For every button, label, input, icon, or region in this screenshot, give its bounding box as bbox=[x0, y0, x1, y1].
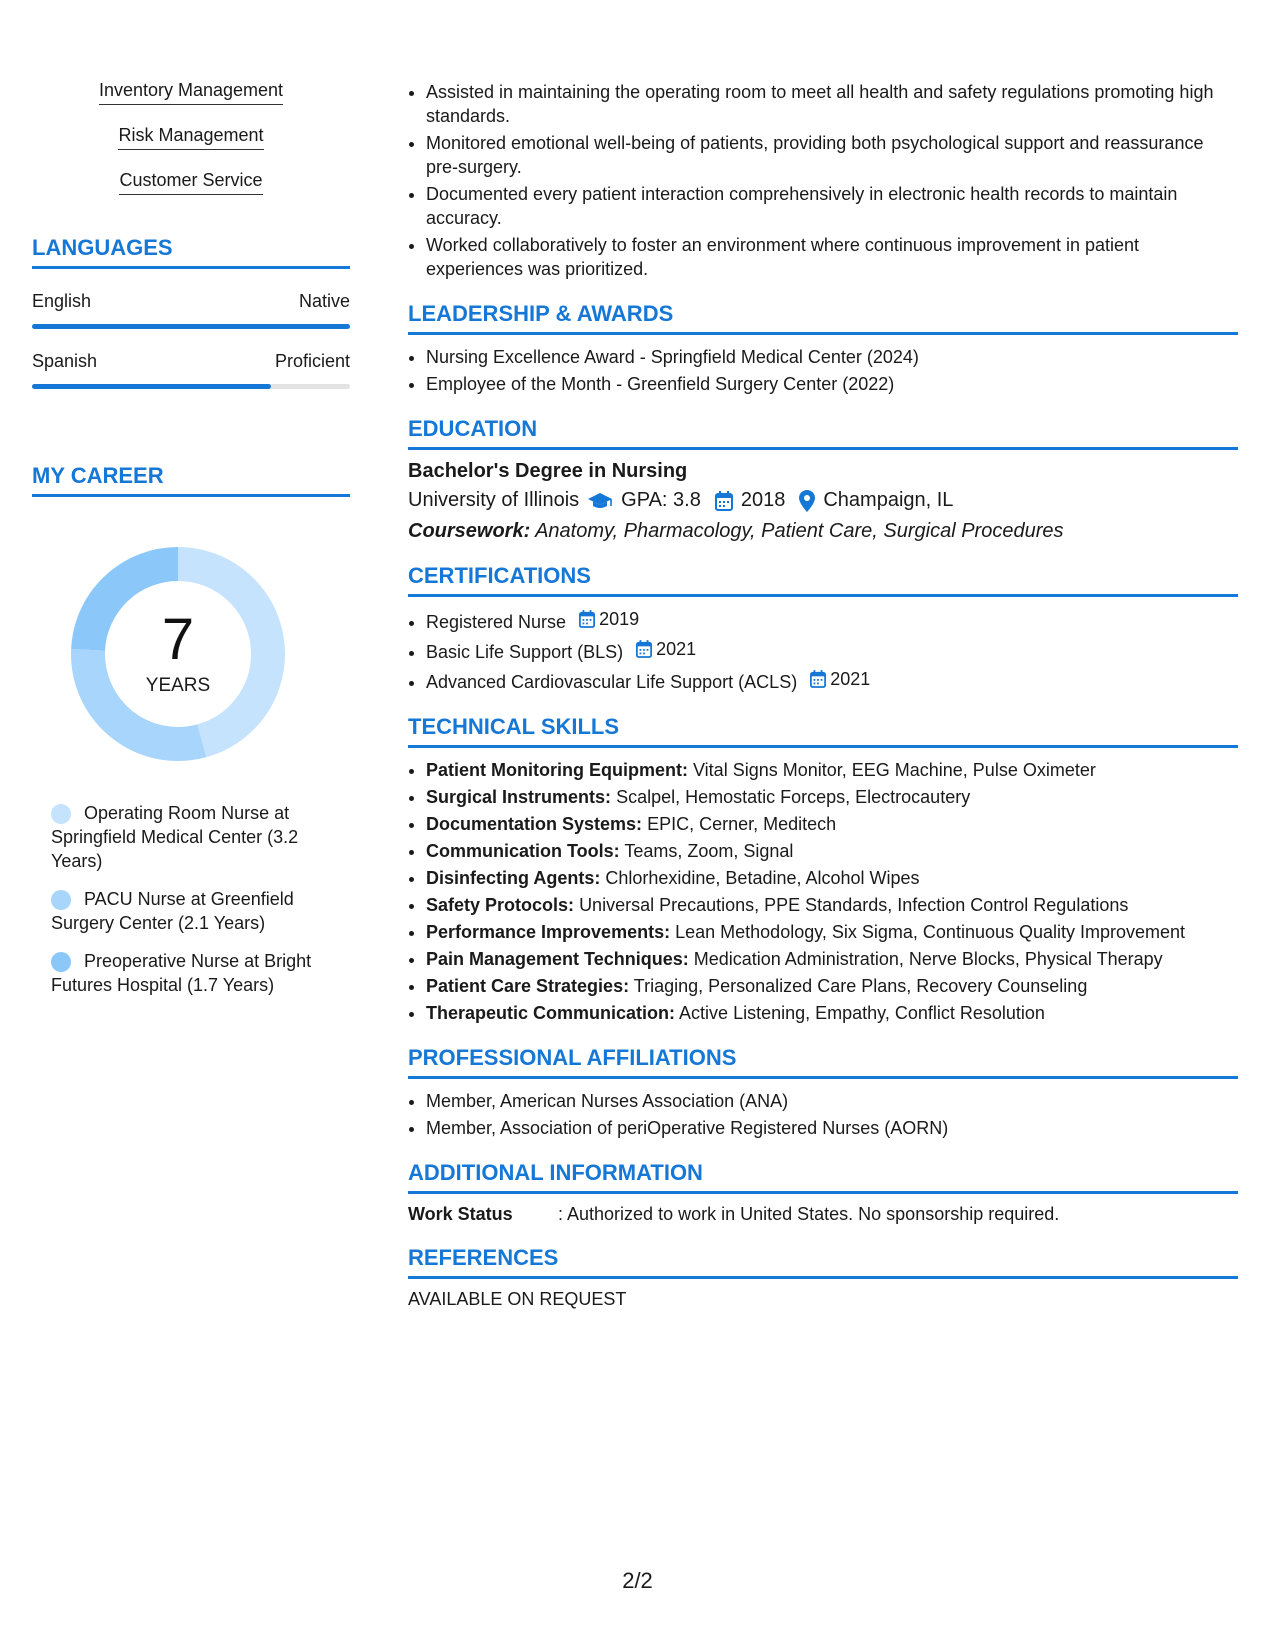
skill-label: Patient Care Strategies: bbox=[426, 976, 630, 996]
graduation-cap-icon bbox=[587, 491, 613, 511]
coursework-label: Coursework: bbox=[408, 520, 531, 542]
affiliations-list bbox=[408, 1089, 1238, 1140]
page-number: 2/2 bbox=[622, 1568, 653, 1593]
career-item bbox=[51, 801, 350, 873]
additional-info-title: ADDITIONAL INFORMATION bbox=[408, 1160, 1238, 1194]
calendar-icon bbox=[636, 640, 652, 658]
coursework-value: Anatomy, Pharmacology, Patient Care, Surgical Procedures bbox=[535, 520, 1064, 542]
work-status-value: : Authorized to work in United States. No sponsorship required. bbox=[558, 1204, 1060, 1224]
career-item-text: Preoperative Nurse at Bright Futures Hospital (1.7 Years) bbox=[51, 951, 312, 995]
list-item bbox=[426, 974, 1238, 998]
list-item bbox=[426, 637, 1238, 664]
references-title: REFERENCES bbox=[408, 1245, 1238, 1279]
skill-label: Patient Monitoring Equipment: bbox=[426, 760, 688, 780]
skills-list bbox=[32, 80, 350, 195]
cert-name: Basic Life Support (BLS) bbox=[426, 642, 624, 662]
work-status-label: Work Status bbox=[408, 1204, 513, 1224]
right-column bbox=[408, 80, 1238, 1310]
career-unit: YEARS bbox=[145, 675, 211, 696]
references-text: AVAILABLE ON REQUEST bbox=[408, 1289, 627, 1309]
list-item: • Employee of the Month - Greenfield Surgery Center (2022) bbox=[426, 372, 1238, 396]
skill-tag: Risk Management bbox=[118, 125, 263, 150]
affiliations-title: PROFESSIONAL AFFILIATIONS bbox=[408, 1045, 1238, 1079]
calendar-icon bbox=[810, 670, 826, 688]
list-item bbox=[426, 785, 1238, 809]
skill-value: Triaging, Personalized Care Plans, Recovery Counseling bbox=[633, 976, 1088, 996]
list-item bbox=[426, 866, 1238, 890]
skill-tag: Customer Service bbox=[119, 170, 262, 195]
graduation-year: 2018 bbox=[740, 489, 786, 511]
languages-title: LANGUAGES bbox=[32, 235, 350, 269]
list-item bbox=[426, 607, 1238, 634]
list-item bbox=[426, 947, 1238, 971]
skill-label: Performance Improvements: bbox=[426, 922, 671, 942]
technical-skills-title: TECHNICAL SKILLS bbox=[408, 714, 1238, 748]
left-column bbox=[32, 80, 350, 1011]
list-item: • Member, American Nurses Association (ANA) bbox=[426, 1089, 1238, 1113]
school-name: University of Illinois bbox=[408, 489, 580, 511]
career-total: 7 bbox=[161, 607, 195, 672]
degree: Bachelor's Degree in Nursing bbox=[408, 460, 688, 482]
language-bar-fill bbox=[32, 324, 350, 329]
technical-skills-list bbox=[408, 758, 1238, 1025]
location: Champaign, IL bbox=[823, 489, 954, 511]
career-dot-icon bbox=[51, 804, 71, 824]
education-title: EDUCATION bbox=[408, 416, 1238, 450]
list-item bbox=[426, 1001, 1238, 1025]
language-bar bbox=[32, 324, 350, 329]
language-bar-fill bbox=[32, 384, 271, 389]
skill-value: Chlorhexidine, Betadine, Alcohol Wipes bbox=[605, 868, 920, 888]
language-level: Proficient bbox=[274, 351, 350, 371]
skill-label: Pain Management Techniques: bbox=[426, 949, 689, 969]
experience-bullets bbox=[408, 80, 1238, 281]
language-item bbox=[32, 291, 350, 329]
career-item bbox=[51, 949, 350, 997]
skill-value: EPIC, Cerner, Meditech bbox=[647, 814, 837, 834]
list-item bbox=[426, 758, 1238, 782]
language-item bbox=[32, 351, 350, 389]
leadership-list bbox=[408, 345, 1238, 396]
skill-tag: Inventory Management bbox=[99, 80, 283, 105]
language-name: Spanish bbox=[32, 351, 98, 371]
work-status-row bbox=[408, 1204, 1238, 1225]
language-level: Native bbox=[298, 291, 350, 311]
career-title: MY CAREER bbox=[32, 463, 350, 497]
skill-value: Active Listening, Empathy, Conflict Resolution bbox=[679, 1003, 1045, 1023]
language-bar bbox=[32, 384, 350, 389]
cert-year: 2019 bbox=[599, 609, 640, 629]
career-dot-icon bbox=[51, 890, 71, 910]
career-item-text: PACU Nurse at Greenfield Surgery Center (2.1 Years) bbox=[51, 889, 294, 933]
skill-value: Medication Administration, Nerve Blocks, Physical Therapy bbox=[693, 949, 1163, 969]
map-pin-icon bbox=[799, 490, 815, 512]
cert-name: Advanced Cardiovascular Life Support (ACLS) bbox=[426, 672, 798, 692]
career-legend bbox=[32, 801, 350, 997]
donut-center bbox=[65, 541, 291, 767]
skill-label: Safety Protocols: bbox=[426, 895, 575, 915]
skill-label: Disinfecting Agents: bbox=[426, 868, 601, 888]
cert-year: 2021 bbox=[656, 639, 697, 659]
skill-label: Documentation Systems: bbox=[426, 814, 643, 834]
skill-value: Teams, Zoom, Signal bbox=[624, 841, 794, 861]
cert-year: 2021 bbox=[830, 669, 871, 689]
cert-name: Registered Nurse bbox=[426, 612, 567, 632]
skill-value: Scalpel, Hemostatic Forceps, Electrocautery bbox=[616, 787, 971, 807]
list-item bbox=[426, 893, 1238, 917]
calendar-icon bbox=[579, 610, 595, 628]
certifications-title: CERTIFICATIONS bbox=[408, 563, 1238, 597]
skill-value: Vital Signs Monitor, EEG Machine, Pulse Oximeter bbox=[693, 760, 1096, 780]
list-item: • Assisted in maintaining the operating room to meet all health and safety regulations promoting high standards. bbox=[426, 80, 1238, 128]
list-item: • Nursing Excellence Award - Springfield Medical Center (2024) bbox=[426, 345, 1238, 369]
list-item: • Monitored emotional well-being of patients, providing both psychological support and reassurance pre-surgery. bbox=[426, 131, 1238, 179]
leadership-title: LEADERSHIP & AWARDS bbox=[408, 301, 1238, 335]
language-name: English bbox=[32, 291, 92, 311]
career-item-text: Operating Room Nurse at Springfield Medical Center (3.2 Years) bbox=[51, 803, 299, 871]
list-item bbox=[426, 920, 1238, 944]
list-item: • Worked collaboratively to foster an environment where continuous improvement in patient experiences was prioritized. bbox=[426, 233, 1238, 281]
skill-label: Therapeutic Communication: bbox=[426, 1003, 676, 1023]
list-item bbox=[426, 812, 1238, 836]
skill-value: Lean Methodology, Six Sigma, Continuous Quality Improvement bbox=[675, 922, 1186, 942]
career-dot-icon bbox=[51, 952, 71, 972]
career-donut bbox=[65, 541, 291, 767]
education-entry bbox=[408, 460, 1238, 543]
list-item: • Documented every patient interaction comprehensively in electronic health records to maintain accuracy. bbox=[426, 182, 1238, 230]
list-item bbox=[426, 667, 1238, 694]
skill-value: Universal Precautions, PPE Standards, Infection Control Regulations bbox=[579, 895, 1129, 915]
certifications-list bbox=[408, 607, 1238, 694]
skill-label: Communication Tools: bbox=[426, 841, 620, 861]
list-item: • Member, Association of periOperative Registered Nurses (AORN) bbox=[426, 1116, 1238, 1140]
calendar-icon bbox=[715, 491, 733, 511]
gpa: GPA: 3.8 bbox=[621, 489, 701, 511]
coursework bbox=[408, 520, 1238, 543]
career-item bbox=[51, 887, 350, 935]
list-item bbox=[426, 839, 1238, 863]
skill-label: Surgical Instruments: bbox=[426, 787, 612, 807]
